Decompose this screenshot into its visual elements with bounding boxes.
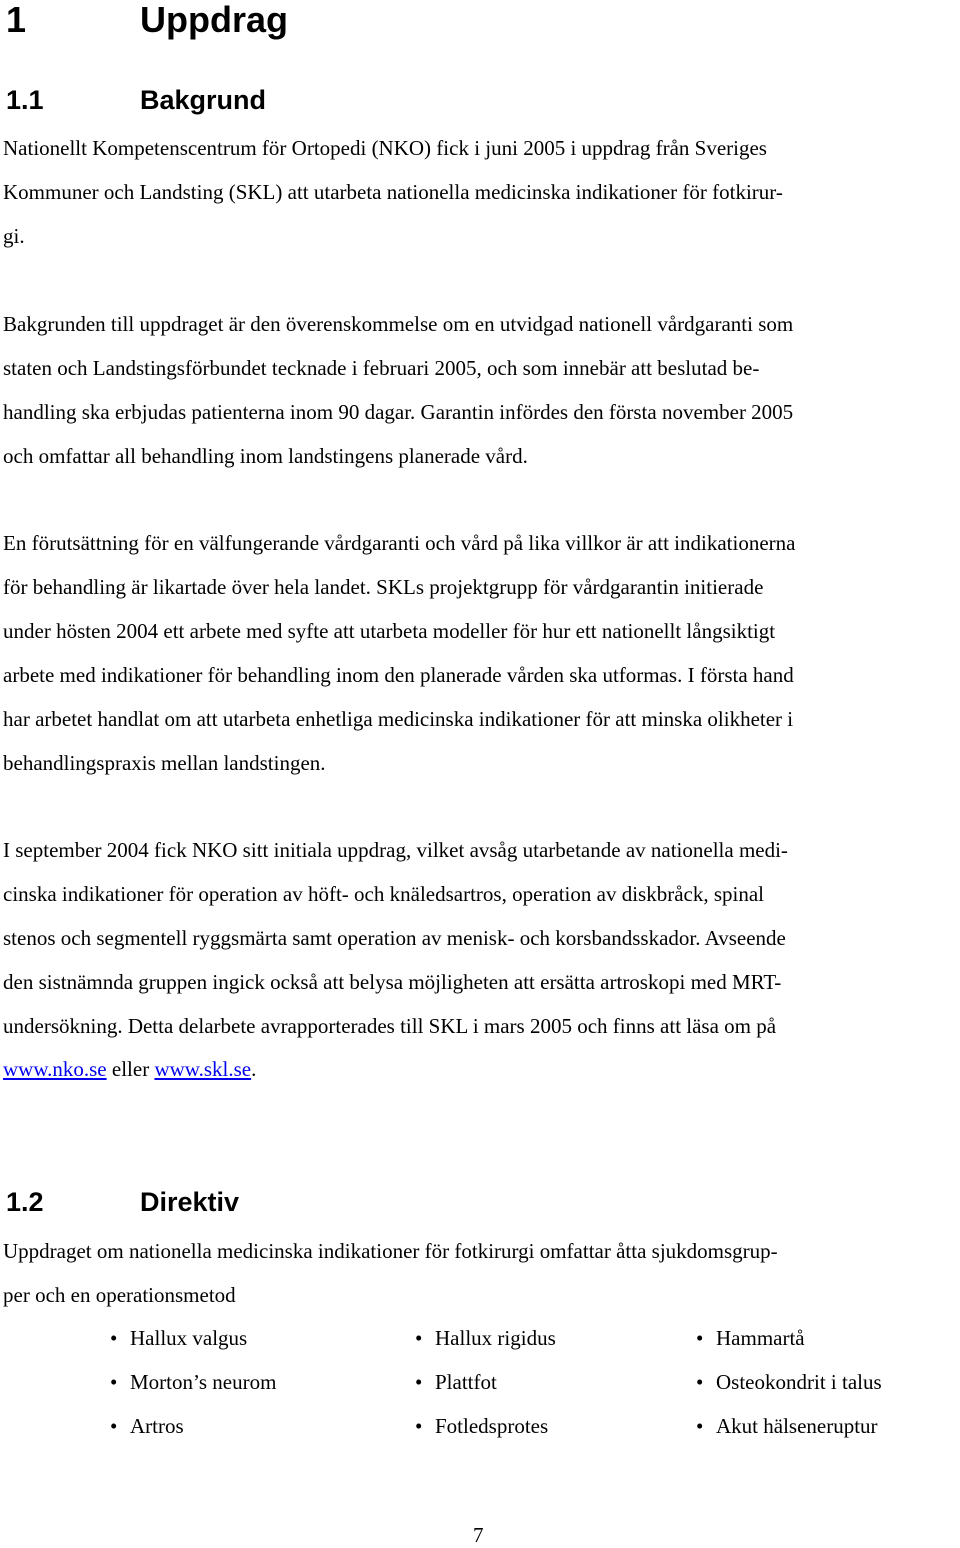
link-separator: eller: [106, 1057, 155, 1081]
paragraph-line: cinska indikationer för operation av höft- och knäledsartros, operation av diskbråck, spinal: [3, 882, 765, 906]
bullet-icon: •: [696, 1326, 704, 1350]
bullet-icon: •: [110, 1326, 118, 1350]
paragraph-line: En förutsättning för en välfungerande vårdgaranti och vård på lika villkor är att indikationerna: [3, 531, 796, 555]
chapter-heading: [0, 0, 400, 40]
sentence-end: .: [251, 1057, 257, 1081]
list-item: [110, 1369, 276, 1395]
list-item: [696, 1413, 878, 1439]
list-item-label: Plattfot: [435, 1370, 497, 1394]
section-heading-direktiv: [0, 1186, 400, 1218]
paragraph-line: stenos och segmentell ryggsmärta samt operation av menisk- och korsbandsskador. Avseende: [3, 926, 786, 950]
list-item-label: Fotledsprotes: [435, 1414, 549, 1438]
skl-link[interactable]: www.skl.se: [154, 1057, 252, 1081]
list-item-label: Artros: [130, 1414, 184, 1438]
paragraph-line-links: [3, 1056, 256, 1082]
list-item-label: Hallux rigidus: [435, 1326, 556, 1350]
bullet-icon: •: [110, 1370, 118, 1394]
paragraph-line: har arbetet handlat om att utarbeta enhetliga medicinska indikationer för att minska olikheter i: [3, 707, 794, 731]
chapter-title: Uppdrag: [140, 0, 288, 40]
nko-link[interactable]: www.nko.se: [3, 1057, 107, 1081]
section-number: 1.1: [6, 85, 44, 115]
paragraph-line: Kommuner och Landsting (SKL) att utarbeta nationella medicinska indikationer för fotkirur-: [3, 180, 783, 204]
list-item-label: Osteokondrit i talus: [716, 1370, 882, 1394]
paragraph-line: staten och Landstingsförbundet tecknade i februari 2005, och som innebär att beslutad be-: [3, 356, 760, 380]
section-title: Direktiv: [140, 1187, 240, 1217]
list-item: [110, 1325, 247, 1351]
paragraph-line: Nationellt Kompetenscentrum för Ortopedi (NKO) fick i juni 2005 i uppdrag från Sveriges: [3, 136, 767, 160]
list-item: [696, 1325, 805, 1351]
bullet-icon: •: [415, 1326, 423, 1350]
list-item-label: Hammartå: [716, 1326, 805, 1350]
paragraph-line: den sistnämnda gruppen ingick också att belysa möjligheten att ersätta artroskopi med MRT-: [3, 970, 782, 994]
bullet-icon: •: [110, 1414, 118, 1438]
paragraph-line: per och en operationsmetod: [3, 1283, 236, 1307]
paragraph-line: och omfattar all behandling inom landstingens planerade vård.: [3, 444, 528, 468]
chapter-number: 1: [6, 0, 27, 40]
paragraph-line: arbete med indikationer för behandling inom den planerade vården ska utformas. I första hand: [3, 663, 794, 687]
list-item-label: Morton’s neurom: [130, 1370, 277, 1394]
paragraph-line: under hösten 2004 ett arbete med syfte att utarbeta modeller för hur ett nationellt långsiktigt: [3, 619, 776, 643]
paragraph-line: Bakgrunden till uppdraget är den överenskommelse om en utvidgad nationell vårdgaranti som: [3, 312, 794, 336]
list-item: [415, 1369, 497, 1395]
bullet-icon: •: [415, 1414, 423, 1438]
section-number: 1.2: [6, 1187, 44, 1217]
paragraph-line: behandlingspraxis mellan landstingen.: [3, 751, 326, 775]
paragraph-line: Uppdraget om nationella medicinska indikationer för fotkirurgi omfattar åtta sjukdomsgrup-: [3, 1239, 778, 1263]
paragraph-line: gi.: [3, 224, 25, 248]
list-item: [110, 1413, 184, 1439]
list-item-label: Akut hälseneruptur: [716, 1414, 878, 1438]
list-item: [696, 1369, 882, 1395]
list-item: [415, 1413, 548, 1439]
paragraph-line: för behandling är likartade över hela landet. SKLs projektgrupp för vårdgarantin initierade: [3, 575, 764, 599]
list-item: [415, 1325, 556, 1351]
paragraph-line: undersökning. Detta delarbete avrapporterades till SKL i mars 2005 och finns att läsa om på: [3, 1014, 777, 1038]
section-title: Bakgrund: [140, 85, 267, 115]
bullet-icon: •: [696, 1414, 704, 1438]
list-item-label: Hallux valgus: [130, 1326, 248, 1350]
paragraph-line: I september 2004 fick NKO sitt initiala uppdrag, vilket avsåg utarbetande av nationella medi-: [3, 838, 788, 862]
page-number: 7: [473, 1523, 484, 1547]
bullet-icon: •: [696, 1370, 704, 1394]
bullet-icon: •: [415, 1370, 423, 1394]
paragraph-line: handling ska erbjudas patienterna inom 90 dagar. Garantin infördes den första november 2005: [3, 400, 794, 424]
section-heading-bakgrund: [0, 84, 400, 116]
